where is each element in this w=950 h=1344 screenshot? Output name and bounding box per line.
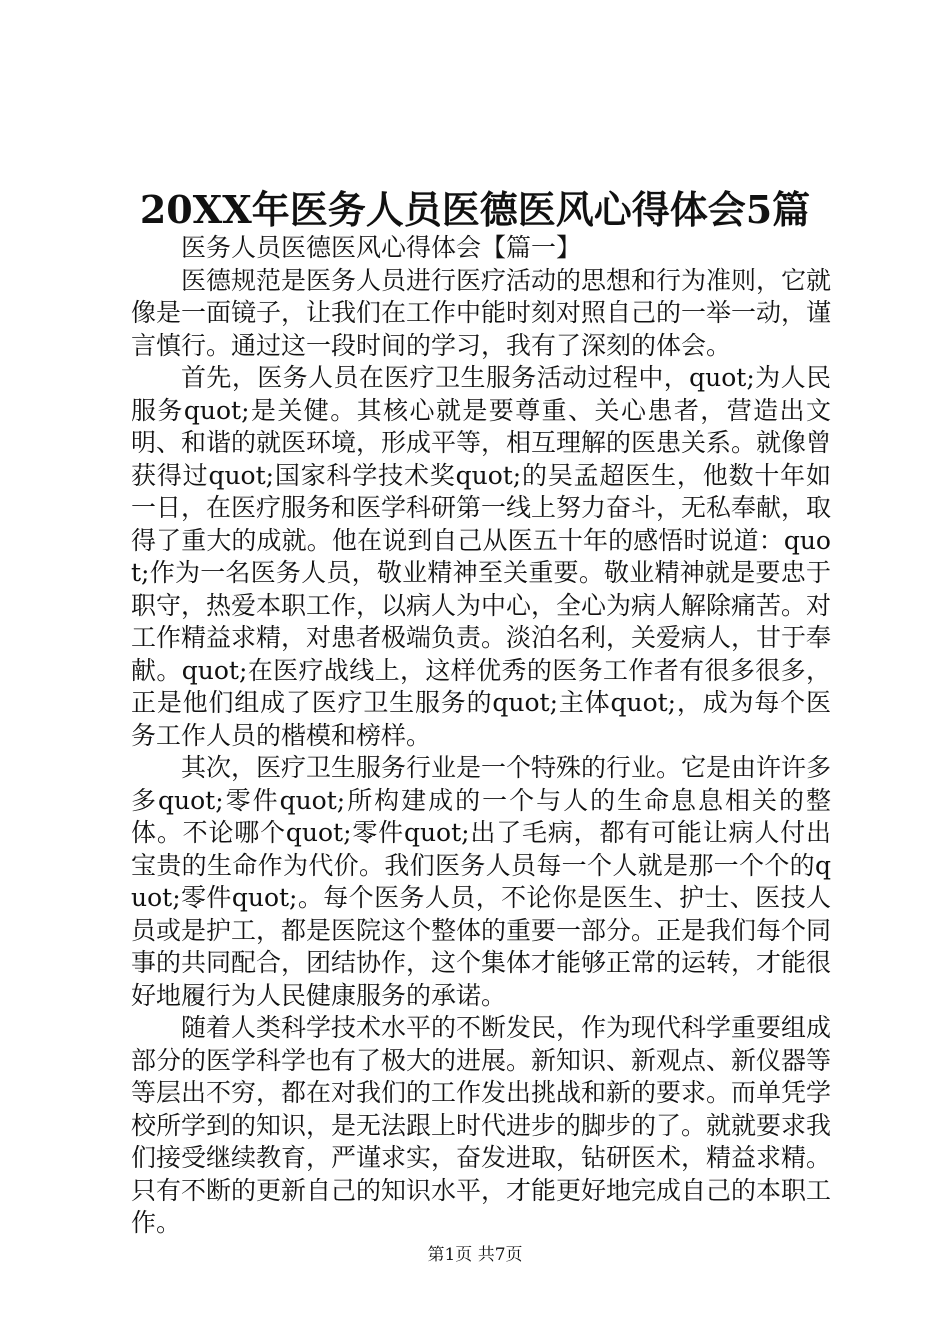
paragraph: 随着人类科学技术水平的不断发民，作为现代科学重要组成部分的医学科学也有了极大的进展。新知识、新观点、新仪器等等层出不穷，都在对我们的工作发出挑战和新的要求。而单凭学校所学到的知识，是无法跟上时代进步的脚步的了。就就要求我们接受继续教育，严谨求实，奋发进取，钻研医术，精益求精。只有不断的更新自己的知识水平，才能更好地完成自己的本职工作。 bbox=[131, 1013, 832, 1237]
paragraph: 首先，医务人员在医疗卫生服务活动过程中，quot;为人民服务quot;是关健。其核心就是要尊重、关心患者，营造出文明、和谐的就医环境，形成平等，相互理解的医患关系。就像曾获得过quot;国家科学技术奖quot;的吴孟超医生，他数十年如一日，在医疗服务和医学科研第一线上努力奋斗，无私奉献，取得了重大的成就。他在说到自己从医五十年的感悟时说道：quot;作为一名医务人员，敬业精神至关重要。敬业精神就是要忠于职守，热爱本职工作，以病人为中心，全心为病人解除痛苦。对工作精益求精，对患者极端负责。淡泊名利，关爱病人，甘于奉献。quot;在医疗战线上，这样优秀的医务工作者有很多很多，正是他们组成了医疗卫生服务的quot;主体quot;，成为每个医务工作人员的楷模和榜样。 bbox=[131, 363, 832, 750]
document-body bbox=[131, 232, 831, 1240]
paragraph: 其次，医疗卫生服务行业是一个特殊的行业。它是由许许多多quot;零件quot;所构建成的一个与人的生命息息相关的整体。不论哪个quot;零件quot;出了毛病，都有可能让病人付出宝贵的生命作为代价。我们医务人员每一个人就是那一个个的quot;零件quot;。每个医务人员，不论你是医生、护士、医技人员或是护工，都是医院这个整体的重要一部分。正是我们每个同事的共同配合，团结协作，这个集体才能够正常的运转，才能很好地履行为人民健康服务的承诺。 bbox=[131, 753, 832, 1010]
section-heading: 医务人员医德医风心得体会【篇一】 bbox=[181, 233, 582, 262]
document-title: 20XX年医务人员医德医风心得体会5篇 bbox=[139, 187, 811, 232]
paragraph: 医德规范是医务人员进行医疗活动的思想和行为准则，它就像是一面镜子，让我们在工作中能时刻对照自己的一举一动，谨言慎行。通过这一段时间的学习，我有了深刻的体会。 bbox=[131, 265, 832, 360]
page-footer: 第1页 共7页 bbox=[427, 1245, 523, 1265]
